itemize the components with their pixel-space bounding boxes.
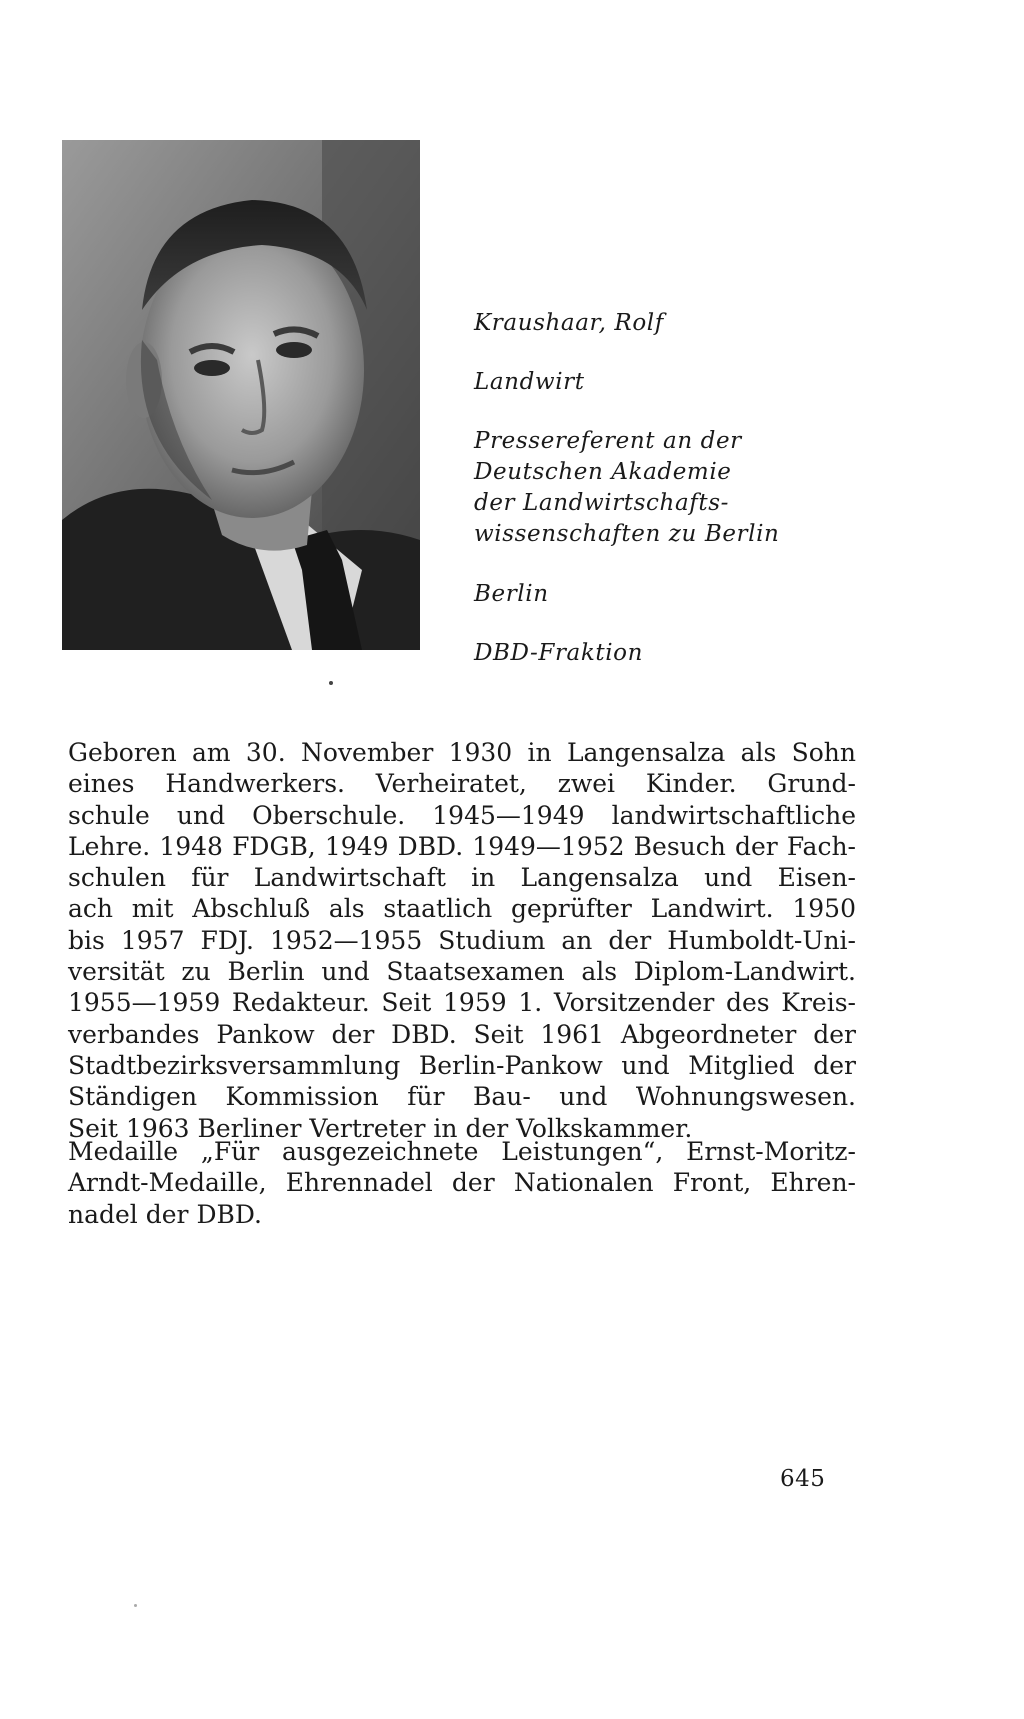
person-city: Berlin [474, 581, 549, 607]
position-line: wissenschaften zu Berlin [474, 521, 780, 547]
biography-line: bis 1957 FDJ. 1952—1955 Studium an der Humboldt-Uni- [68, 925, 856, 955]
biography-line: Ständigen Kommission für Bau- und Wohnungswesen. [68, 1082, 856, 1112]
person-profession: Landwirt [474, 369, 585, 395]
position-line: Deutschen Akademie [474, 459, 732, 485]
biography-line: ach mit Abschluß als staatlich geprüfter Landwirt. 1950 [68, 894, 856, 924]
biography-line: verbandes Pankow der DBD. Seit 1961 Abgeordneter der [68, 1019, 856, 1049]
person-faction: DBD-Fraktion [474, 640, 644, 666]
biography-line: eines Handwerkers. Verheiratet, zwei Kinder. Grund- [68, 769, 856, 799]
biography-line: Geboren am 30. November 1930 in Langensalza als Sohn [68, 738, 856, 767]
biography-line: 1955—1959 Redakteur. Seit 1959 1. Vorsitzender des Kreis- [68, 988, 856, 1018]
position-line: der Landwirtschafts- [474, 490, 729, 516]
awards-line: Medaille „Für ausgezeichnete Leistungen“, Ernst-Moritz- [68, 1137, 856, 1166]
page-number: 645 [780, 1466, 826, 1492]
portrait-photo [62, 140, 420, 650]
awards-line: nadel der DBD. [68, 1199, 262, 1229]
awards-paragraph [68, 1136, 856, 1230]
biography-line: Seit 1963 Berliner Vertreter in der Volkskammer. [68, 1113, 693, 1143]
profile-caption [474, 308, 834, 669]
awards-line: Arndt-Medaille, Ehrennadel der Nationalen Front, Ehren- [68, 1168, 856, 1198]
biography-line: Lehre. 1948 FDGB, 1949 DBD. 1949—1952 Besuch der Fach- [68, 831, 856, 861]
person-name: Kraushaar, Rolf [474, 310, 664, 336]
biography-line: versität zu Berlin und Staatsexamen als Diplom-Landwirt. [68, 957, 856, 987]
print-speck [134, 1604, 137, 1607]
position-line: Pressereferent an der [474, 428, 742, 454]
biography-paragraph [68, 737, 856, 1144]
print-speck [329, 681, 333, 685]
biography-line: Stadtbezirksversammlung Berlin-Pankow und Mitglied der [68, 1050, 856, 1080]
biography-line: schulen für Landwirtschaft in Langensalza und Eisen- [68, 863, 856, 893]
biography-line: schule und Oberschule. 1945—1949 landwirtschaftliche [68, 800, 856, 830]
person-position [474, 426, 834, 550]
